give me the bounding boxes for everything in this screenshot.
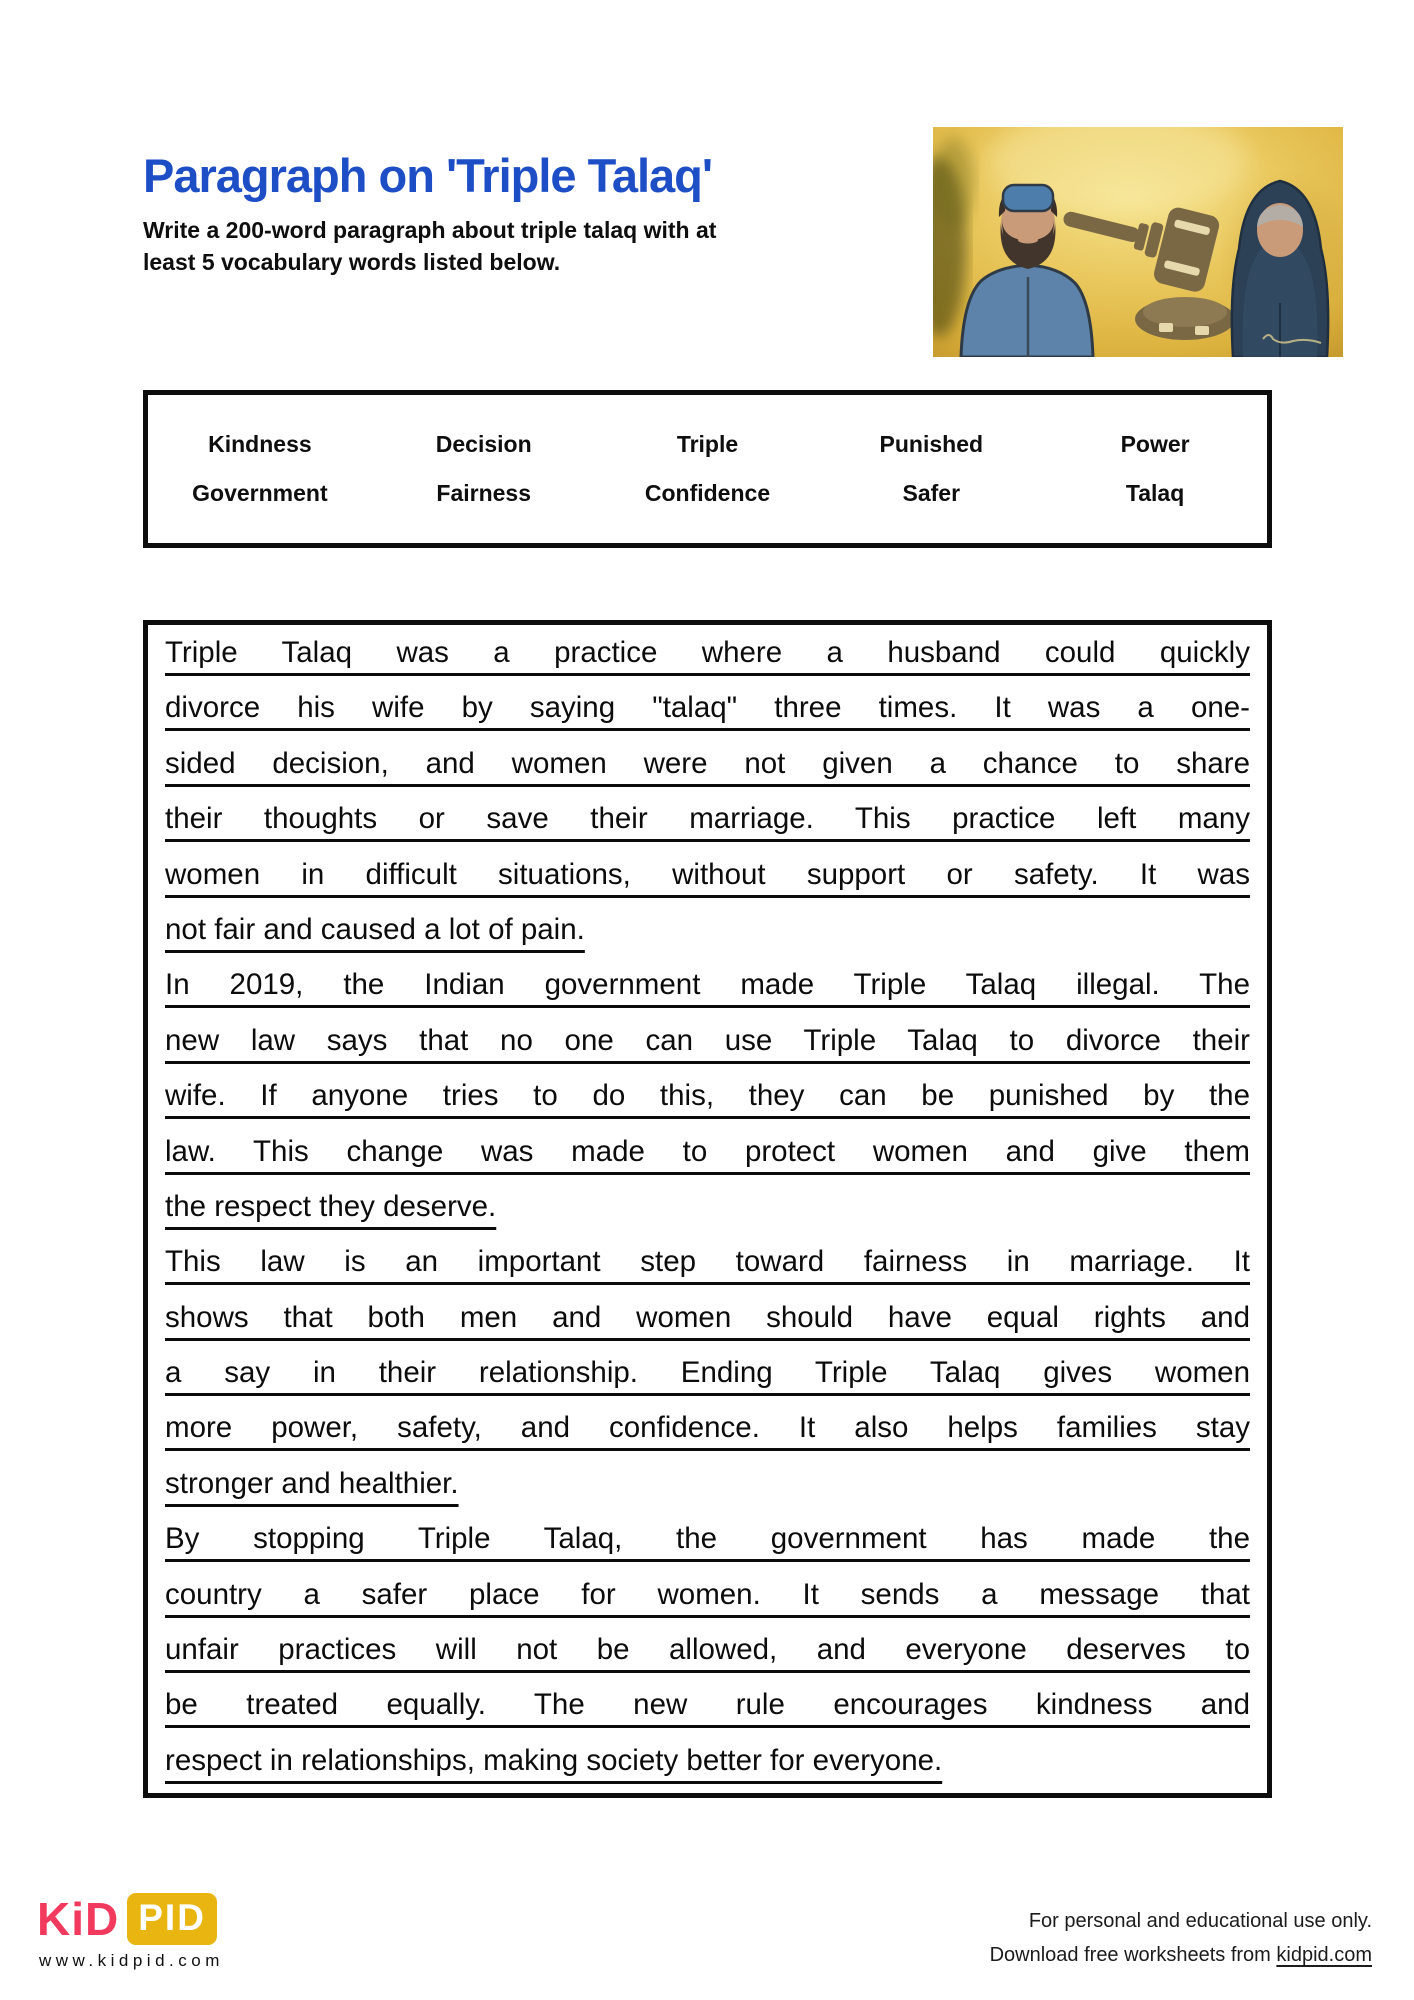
vocabulary-box [143,390,1272,548]
vocab-word: Fairness [436,480,531,506]
notice-line-2 [990,1938,1372,1972]
vocab-word: Safer [902,480,961,506]
paragraph-line: stronger and healthier. [165,1466,459,1500]
instructions-line-1: Write a 200-word paragraph about triple talaq with at [143,217,717,243]
notice-line-1: For personal and educational use only. [1028,1910,1372,1932]
paragraph-line: law. This change was made to protect women and give them [165,1134,1250,1168]
logo-kid-text: KiD [37,1893,120,1945]
vocab-word: Punished [879,431,984,457]
website-url: www.kidpid.com [39,1951,224,1970]
paragraph-box [143,620,1272,1798]
paragraph-line: unfair practices will not be allowed, and everyone deserves to [165,1633,1250,1667]
vocab-word: Decision [435,431,532,457]
paragraph-line: Triple Talaq was a practice where a husband could quickly [165,636,1250,669]
illustration-svg [933,127,1343,357]
footer-notice [990,1904,1372,1972]
paragraph-line: divorce his wife by saying "talaq" three times. It was a one- [165,691,1250,725]
man-gavel-woman-illustration [933,127,1343,357]
paragraph-line: women in difficult situations, without support or safety. It was [165,857,1250,891]
vocab-word: Power [1120,431,1190,457]
paragraph-line: their thoughts or save their marriage. This practice left many [165,802,1250,836]
paragraph-line: shows that both men and women should have equal rights and [165,1300,1250,1334]
vocab-word: Government [192,480,328,506]
paragraph-line: country a safer place for women. It sends a message that [165,1577,1250,1611]
logo-pid-badge: PID [127,1893,217,1945]
paragraph-line: the respect they deserve. [165,1189,497,1223]
vocabulary-row-2 [148,480,1267,507]
paragraph-line: a say in their relationship. Ending Triple Talaq gives women [165,1356,1250,1390]
paragraph-line: respect in relationships, making society better for everyone. [165,1743,943,1777]
paragraph-line: wife. If anyone tries to do this, they can be punished by the [165,1079,1250,1113]
paragraph-line: not fair and caused a lot of pain. [165,912,585,946]
notice-line-2-text: Download free worksheets from [989,1944,1277,1966]
instructions [143,214,716,278]
paragraph-line: be treated equally. The new rule encourages kindness and [165,1688,1250,1722]
paragraph-line: new law says that no one can use Triple Talaq to divorce their [165,1023,1250,1057]
paragraph-line: sided decision, and women were not given a chance to share [165,746,1250,780]
vocabulary-row-1 [148,431,1267,458]
kidpid-link[interactable]: kidpid.com [1276,1944,1372,1966]
paragraph-line: This law is an important step toward fairness in marriage. It [165,1245,1250,1279]
instructions-line-2: least 5 vocabulary words listed below. [143,249,561,275]
vocab-word: Kindness [208,431,312,457]
kidpid-logo [37,1892,217,1946]
paragraph-line: more power, safety, and confidence. It also helps families stay [165,1411,1250,1445]
vocab-word: Talaq [1125,480,1185,506]
page-title: Paragraph on 'Triple Talaq' [143,149,713,202]
paragraph-line: In 2019, the Indian government made Triple Talaq illegal. The [165,968,1250,1002]
paragraph-line: By stopping Triple Talaq, the government has made the [165,1522,1250,1556]
vocab-word: Confidence [644,480,771,506]
vocab-word: Triple [676,431,739,457]
